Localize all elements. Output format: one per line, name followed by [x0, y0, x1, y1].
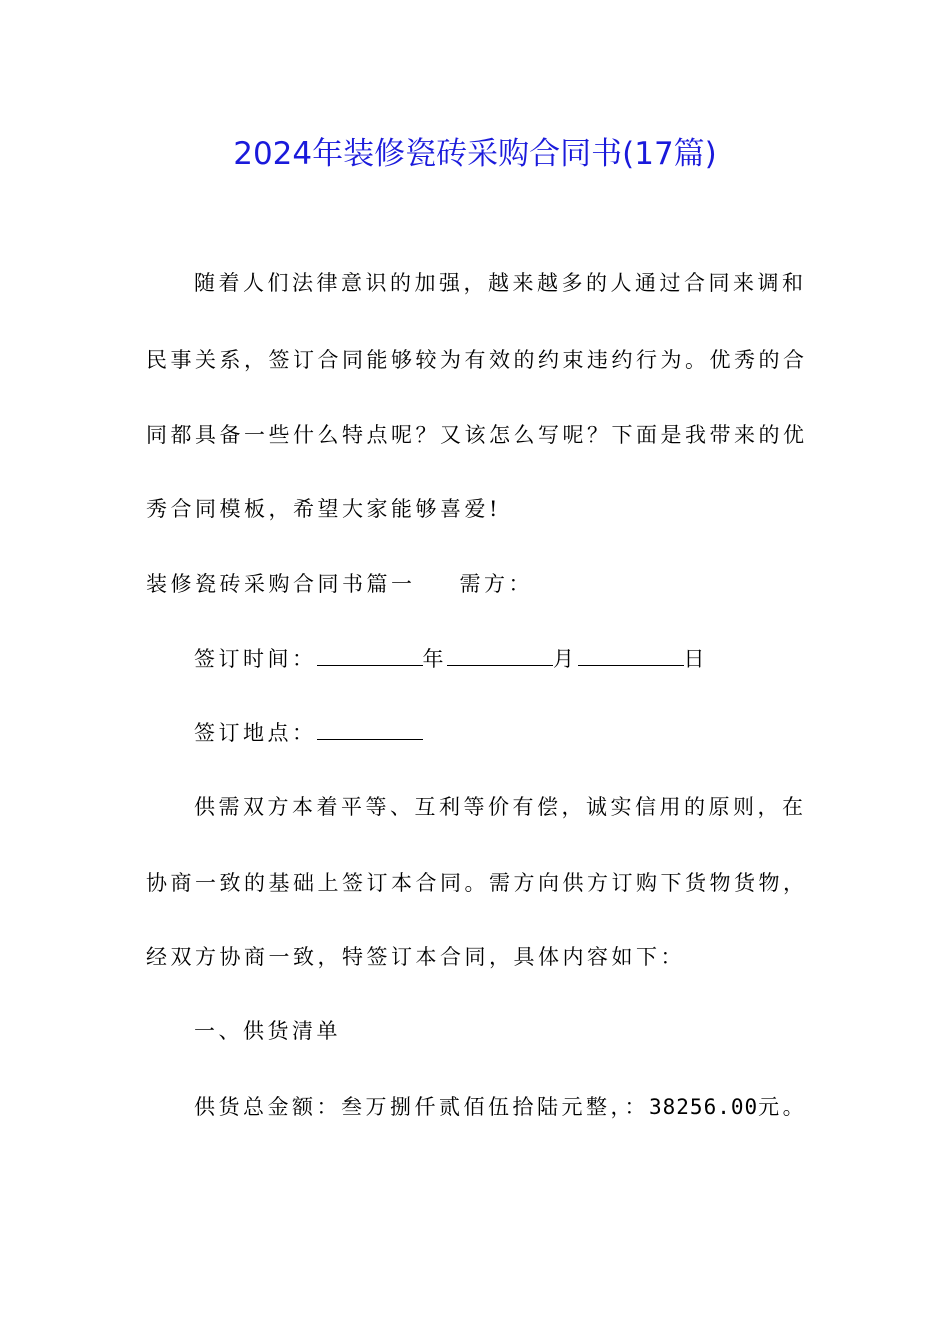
buyer-label: 需方：	[459, 572, 533, 596]
day-label: 日	[683, 647, 708, 671]
intro-line-1: 随着人们法律意识的加强，越来越多的人通过合同来调和	[194, 271, 807, 295]
sign-place-line	[194, 718, 423, 748]
month-label: 月	[553, 647, 578, 671]
document-title: 2024年装修瓷砖采购合同书(17篇)	[233, 136, 717, 172]
month-blank	[447, 647, 553, 666]
year-blank	[317, 647, 423, 666]
total-amount-unit: 元。	[758, 1095, 808, 1119]
total-amount-label: 供货总金额：叁万捌仟贰佰伍拾陆元整，：	[194, 1095, 649, 1119]
sign-place-label: 签订地点：	[194, 721, 317, 745]
year-label: 年	[422, 647, 447, 671]
section-heading: 装修瓷砖采购合同书篇一	[146, 572, 416, 596]
day-blank	[578, 647, 684, 666]
clause-1-heading: 一、供货清单	[194, 1019, 341, 1043]
body-line-1: 供需双方本着平等、互利等价有偿，诚实信用的原则，在	[194, 795, 807, 819]
total-amount-line	[194, 1092, 807, 1122]
sign-time-label: 签订时间：	[194, 647, 317, 671]
intro-line-2: 民事关系，签订合同能够较为有效的约束违约行为。优秀的合	[146, 348, 808, 372]
total-amount-number: 38256.00	[649, 1095, 759, 1119]
body-line-2: 协商一致的基础上签订本合同。需方向供方订购下货物货物，	[146, 871, 808, 895]
intro-line-3: 同都具备一些什么特点呢？又该怎么写呢？下面是我带来的优	[146, 423, 808, 447]
sign-time-line	[194, 644, 708, 674]
section-heading-line	[146, 569, 533, 599]
place-blank	[317, 721, 423, 740]
body-line-3: 经双方协商一致，特签订本合同，具体内容如下：	[146, 945, 685, 969]
intro-line-4: 秀合同模板，希望大家能够喜爱!	[146, 497, 501, 521]
